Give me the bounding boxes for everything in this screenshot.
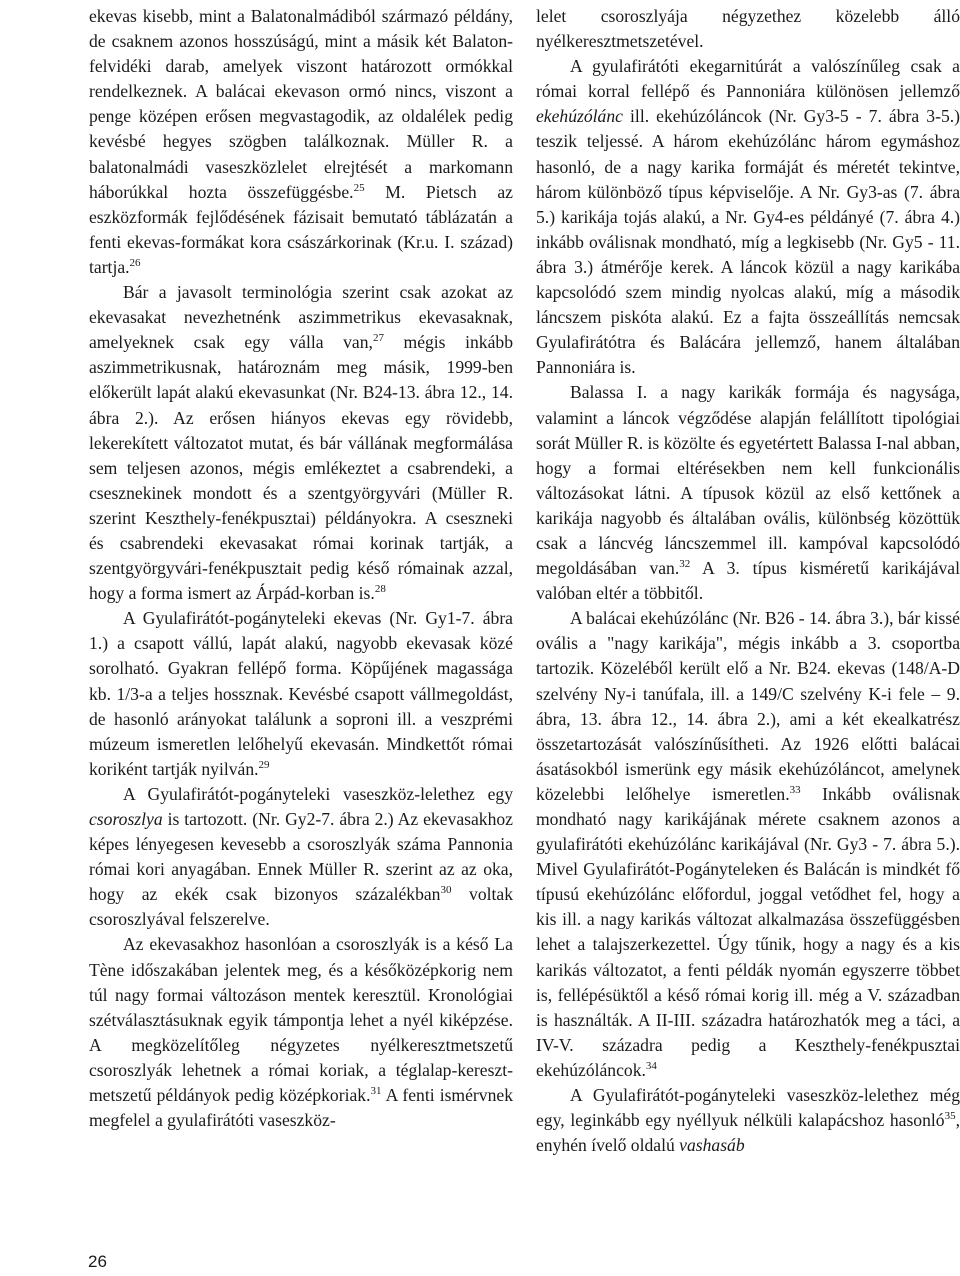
footnote-ref: 33 [789,783,801,796]
text-run: voltak csoroszlyával felszerelve. [89,884,513,930]
paragraph [89,932,513,1133]
italic-term: csoroszlya [89,809,163,829]
text-run: A Gyulafirátót-pogányteleki ekevas (Nr. Gy1-7. ábra 1.) a csapott vállú, lapát alakú, nagyobb ekevasak közé sorolható. Gyakran fellépő forma. Köpűjének magassága kb. 1/3-a a teljes hossznak. Kevésbé csapott vállmegoldást, de hasonló arányokat találunk a soproni ill. a veszprémi múzeum ismeretlen lelőhelyű ekevasán. Mindkettőt római koriként tartják nyilván. [89,608,513,779]
footnote-ref: 28 [374,583,386,596]
paragraph [89,606,513,782]
footnote-ref: 29 [258,758,270,771]
text-run: A 3. típus kisméretű karikájával valóban eltér a többitől. [536,558,960,604]
page-number: 26 [88,1252,107,1271]
text-run: Inkább oválisnak mondható nagy karikájának mérete csaknem azonos a gyulafirátóti ekehúzólánc karikájával (Nr. Gy3 - 7. ábra 5.). Mivel Gyulafirátót-Pogányteleken és Balácán is mindkét fő típusú ekehúzólánc előfordul, joggal vetődhet fel, hogy a kis ill. a nagy karikás változat alkalmazása összefüggésben lehet a talajszerkezettel. Úgy tűnik, hogy a nagy és a kis karikás változatot, a fenti példák nyomán egyszerre többet is, fellépésüktől a késő római korig ill. még a V. században is használták. A II-III. századra határozhatók meg a táci, a IV-V. századra pedig a Keszthely-fenékpusztai ekehúzóláncok. [536,783,960,1080]
text-run: is tartozott. (Nr. Gy2-7. ábra 2.) Az ekevasakhoz képes lényegesen kevesebb a csoroszlyák száma Pannonia római kori anyagában. Ennek Müller R. szerint az az oka, hogy az ekék csak bizonyos százalékban [89,809,513,905]
footnote-ref: 34 [645,1059,657,1072]
footnote-ref: 32 [679,558,691,571]
paragraph [536,380,960,606]
paragraph [89,280,513,606]
text-run: Balassa I. a nagy karikák formája és nagysága, valamint a láncok végződése alapján felállított tipológiai sorát Müller R. is közölte és egyetértett Balassa I-nal abban, hogy a formai eltérésekben nem kell funkcionális változásokat látni. A típusok közül az első kettőnek a karikája nagyobb és általában ovális, különbség közöttük csak a láncvég láncszemmel ill. kampóval kapcsolódó megoldásában van. [536,382,960,579]
footnote-ref: 30 [440,884,452,897]
text-run: , enyhén ívelő oldalú [536,1110,960,1156]
footnote-ref: 27 [372,332,384,345]
text-run: mégis inkább aszimmetrikusnak, határoznám meg másik, 1999-ben előkerült lapát alakú ekevasunkat (Nr. B24-13. ábra 12., 14. ábra 2.). Az erősen hiányos ekevas egy rövidebb, lekerekített változatot mutat, és bár vállának megformálása sem teljesen azonos, mégis emlékeztet a csabrendeki, a csesznekinek mondott és a szentgyörgyvári (Müller R. szerint Keszthely-fenékpusztai) példányokra. A cseszneki és csabrendeki ekevasakat római korinak tartják, a szentgyörgyvári-fenékpusztait pedig késő rómainak azzal, hogy a forma ismert az Árpád-korban is. [89,332,513,604]
italic-term: ekehúzólánc [536,106,623,127]
left-column [89,4,513,1133]
footnote-ref: 31 [370,1085,382,1098]
paragraph [536,54,960,380]
paragraph [536,1083,960,1158]
paragraph [536,606,960,1083]
footnote-ref: 26 [129,256,141,269]
text-run: lelet csoroszlyája négyzethez közelebb álló nyélkeresztmetszetével. [536,6,960,52]
text-run: ekevas kisebb, mint a Balatonalmádiból származó példány, de csaknem azonos hosszúságú, mint a másik két Balaton-felvidéki darab, amelyek viszont határozott ormókkal rendelkeznek. A balácai ekevason ormó nincs, viszont a penge középen erősen megvastagodik, az oldalélek pedig kevésbé hegyes szögben találkoznak. Müller R. a balatonalmádi vaseszközlelet elrejtését a markomann háborúkkal hozta összefüggésbe. [89,6,513,202]
text-run: A fenti ismérvnek megfelel a gyulafirátóti vaseszköz- [89,1085,513,1131]
text-run: ill. ekehúzóláncok (Nr. Gy3-5 - 7. ábra 3-5.) teszik teljessé. A három ekehúzólánc három egymáshoz hasonló, de a nagy karika formáját és méretét tekintve, három különböző típus képviselője. A Nr. Gy3-as (7. ábra 5.) karikája tojás alakú, a Nr. Gy4-es példányé (7. ábra 4.) inkább oválisnak mondható, míg a legkisebb (Nr. Gy5 - 11. ábra 3.) átmérője kerek. A láncok közül a nagy karikába kapcsolódó szem mindig nyolcas alakú, míg a második láncszem piskóta alakú. Ez a fajta összeállítás nemcsak Gyulafirátótra és Balácára jellemző, hanem általában Pannoniára is. [536,106,960,378]
text-run: A balácai ekehúzólánc (Nr. B26 - 14. ábra 3.), bár kissé ovális a "nagy karikája", mégis inkább a 3. csoportba tartozik. Közeléből került elő a Nr. B24. ekevas (148/A-D szelvény Ny-i tanúfala, ill. a 149/C szelvény K-i fele – 9. ábra, 13. ábra 12., 14. ábra 2.), ami a két ekealkatrész összetartozását valószínűsítheti. Az 1926 előtti balácai ásatásokból ismerünk egy másik ekehúzóláncot, amelynek közelebbi lelőhelye ismeretlen. [536,608,960,804]
footnote-ref: 35 [944,1110,956,1123]
footnote-ref: 25 [353,181,365,194]
text-run: A Gyulafirátót-pogányteleki vaseszköz-lelethez egy [123,783,513,804]
text-run: A gyulafirátóti ekegarnitúrát a valószínűleg csak a római korral fellépő és Pannoniára különösen jellemző [536,56,960,102]
paragraph [89,782,513,933]
text-run: Bár a javasolt terminológia szerint csak azokat az ekevasakat nevezhetnénk aszimmetrikus ekevasaknak, amelyeknek csak egy válla van, [89,282,513,353]
text-run: A Gyulafirátót-pogányteleki vaseszköz-lelethez még egy, leginkább egy nyéllyuk nélküli kalapácshoz hasonló [536,1085,960,1131]
paragraph [536,4,960,54]
text-run: M. Pietsch az eszközformák fejlődésének fázisait bemutató táblázatán a fenti ekevas-formákat kora császárkorinak (Kr.u. I. század) tartja. [89,181,513,277]
italic-term: vashasáb [679,1135,745,1156]
paragraph [89,4,513,280]
right-column [536,4,960,1158]
text-run: Az ekevasakhoz hasonlóan a csoroszlyák is a késő La Tène időszakában jelentek meg, és a későközépkorig nem túl nagy formai változáson mentek keresztül. Kronológiai szétválasztásuknak egyik támpontja lehet a nyél kiképzése. A megközelítőleg négyzetes nyélkeresztmetszetű csoroszlyák lehetnek a római koriak, a téglalap-keresztmetszetű példányok pedig középkoriak. [89,934,513,1106]
